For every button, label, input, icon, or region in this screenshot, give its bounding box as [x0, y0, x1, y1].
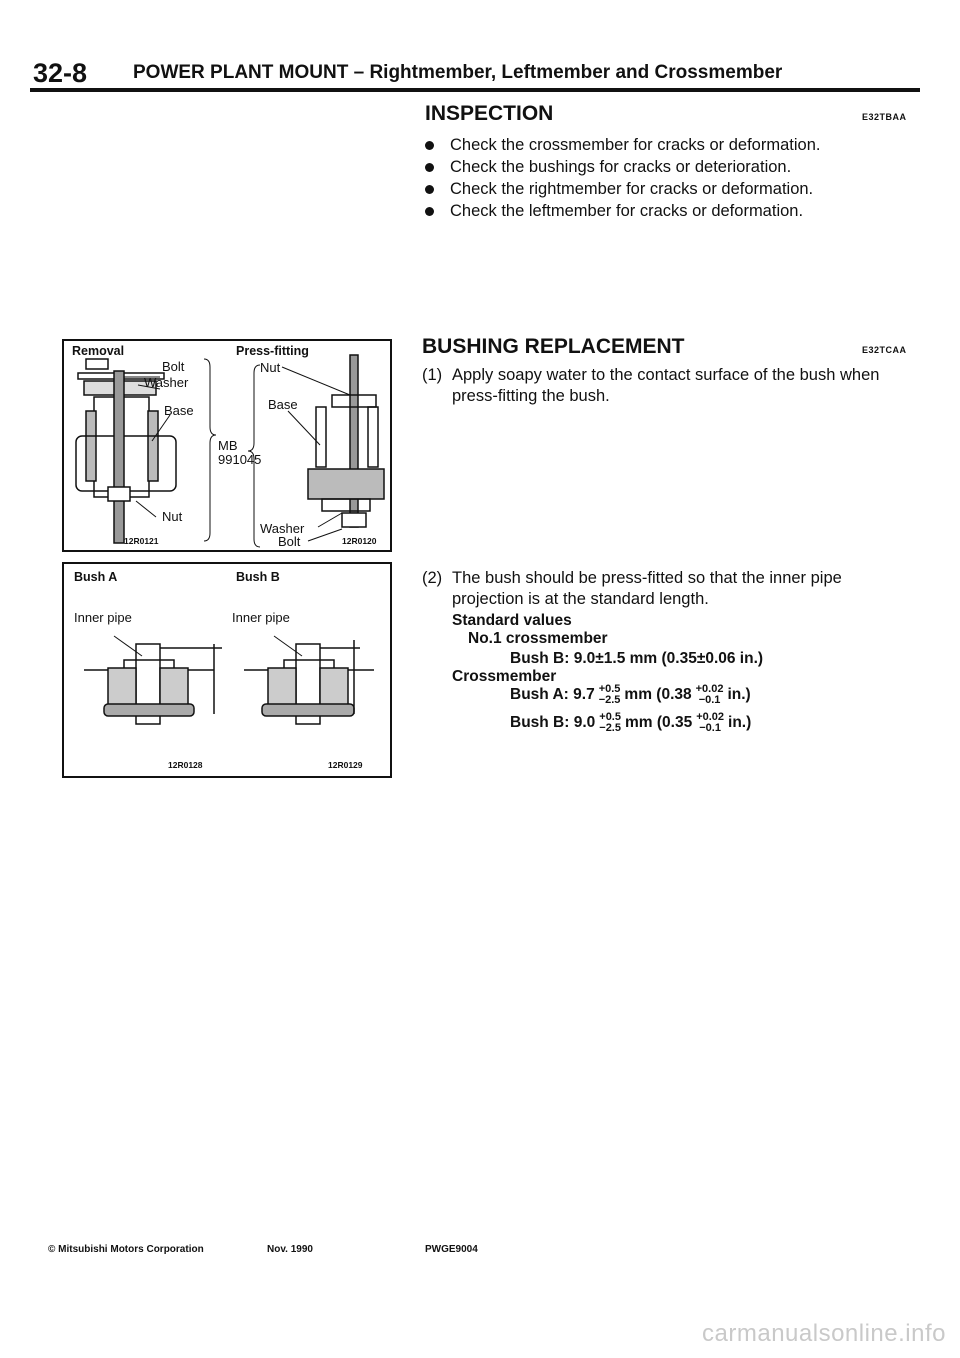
- washer-label-left: Washer: [144, 375, 189, 390]
- bush-a-end: in.): [727, 686, 751, 704]
- tol-minus: −2.5: [599, 722, 621, 734]
- crossmember-bush-a-value: [510, 684, 751, 706]
- base-label-right: Base: [268, 397, 298, 412]
- tol-plus: +0.5: [599, 711, 621, 723]
- bush-a-mid: mm (0.38: [624, 686, 692, 704]
- figure-removal-pressfit: [62, 339, 392, 552]
- inspection-item: Check the bushings for cracks or deterioration.: [422, 157, 922, 179]
- bush-a-in-tolerance: [696, 684, 724, 706]
- inspection-item: Check the rightmember for cracks or deformation.: [422, 179, 922, 201]
- inner-pipe-label-b: Inner pipe: [232, 610, 290, 625]
- press-fitting-label: Press-fitting: [236, 344, 309, 358]
- step-1-text: Apply soapy water to the contact surface of the bush when press-fitting the bush.: [452, 366, 880, 405]
- bush-a-mm-tolerance: [599, 684, 621, 706]
- tol-minus: −0.1: [699, 722, 721, 734]
- figure-code-right: 12R0120: [342, 536, 377, 546]
- washer-label-right: Washer: [260, 521, 305, 536]
- standard-values-label: Standard values: [452, 612, 572, 629]
- step-1: [422, 365, 917, 407]
- bushing-replacement-code: E32TCAA: [862, 345, 907, 355]
- figure-code-bush-b: 12R0129: [328, 760, 363, 770]
- bush-b-mm-tolerance: [599, 712, 621, 734]
- bush-b-figure-label: Bush B: [236, 570, 280, 584]
- inspection-list: [422, 135, 922, 223]
- bush-b-in-tolerance: [696, 712, 724, 734]
- inner-pipe-label-a: Inner pipe: [74, 610, 132, 625]
- bolt-label-right: Bolt: [278, 534, 301, 549]
- tol-minus: −2.5: [598, 694, 621, 706]
- tol-plus: +0.5: [598, 683, 621, 695]
- bush-a-label: Bush A: 9.7: [510, 686, 595, 704]
- footer-date: Nov. 1990: [267, 1244, 313, 1255]
- tol-plus: +0.02: [695, 683, 724, 695]
- footer-copyright: © Mitsubishi Motors Corporation: [48, 1244, 204, 1255]
- page-title: POWER PLANT MOUNT – Rightmember, Leftmember and Crossmember: [133, 62, 783, 83]
- base-label-left: Base: [164, 403, 194, 418]
- bush-b-end: in.): [728, 714, 752, 732]
- tol-plus: +0.02: [696, 711, 725, 723]
- mb-label-line1: MB: [218, 438, 238, 453]
- bushing-replacement-title: BUSHING REPLACEMENT: [422, 335, 685, 358]
- bush-projection-drawing: [64, 564, 390, 776]
- inspection-item: Check the crossmember for cracks or deformation.: [422, 135, 922, 157]
- bolt-label-left: Bolt: [162, 359, 185, 374]
- step-1-number: (1): [422, 366, 443, 384]
- removal-label: Removal: [72, 344, 125, 358]
- figure-code-left: 12R0121: [124, 536, 159, 546]
- header-rule: [30, 88, 920, 92]
- bush-a-figure-label: Bush A: [74, 570, 118, 584]
- tol-minus: −0.1: [698, 694, 721, 706]
- footer-doc-code: PWGE9004: [425, 1244, 478, 1255]
- figure-bush-projection: [62, 562, 392, 778]
- bush-b-label: Bush B: 9.0: [510, 714, 596, 732]
- nut-label-left: Nut: [162, 509, 183, 524]
- inspection-code: E32TBAA: [862, 112, 907, 122]
- figure-code-bush-a: 12R0128: [168, 760, 203, 770]
- mb-label-line2: 991045: [218, 452, 262, 467]
- step-2-number: (2): [422, 569, 443, 587]
- crossmember-bush-b-value: [510, 712, 751, 734]
- step-2-text: The bush should be press-fitted so that the inner pipe projection is at the standard length.: [452, 569, 842, 608]
- crossmember-label: Crossmember: [452, 668, 557, 685]
- step-2: [422, 568, 917, 610]
- no1-crossmember-label: No.1 crossmember: [468, 630, 608, 647]
- page-number: 32-8: [33, 58, 88, 88]
- inspection-item: Check the leftmember for cracks or deformation.: [422, 201, 922, 223]
- no1-bush-b-value: Bush B: 9.0±1.5 mm (0.35±0.06 in.): [510, 650, 764, 667]
- bush-b-mid: mm (0.35: [624, 714, 693, 732]
- watermark: carmanualsonline.info: [702, 1320, 946, 1347]
- inspection-title: INSPECTION: [425, 102, 554, 125]
- nut-label-right: Nut: [260, 360, 281, 375]
